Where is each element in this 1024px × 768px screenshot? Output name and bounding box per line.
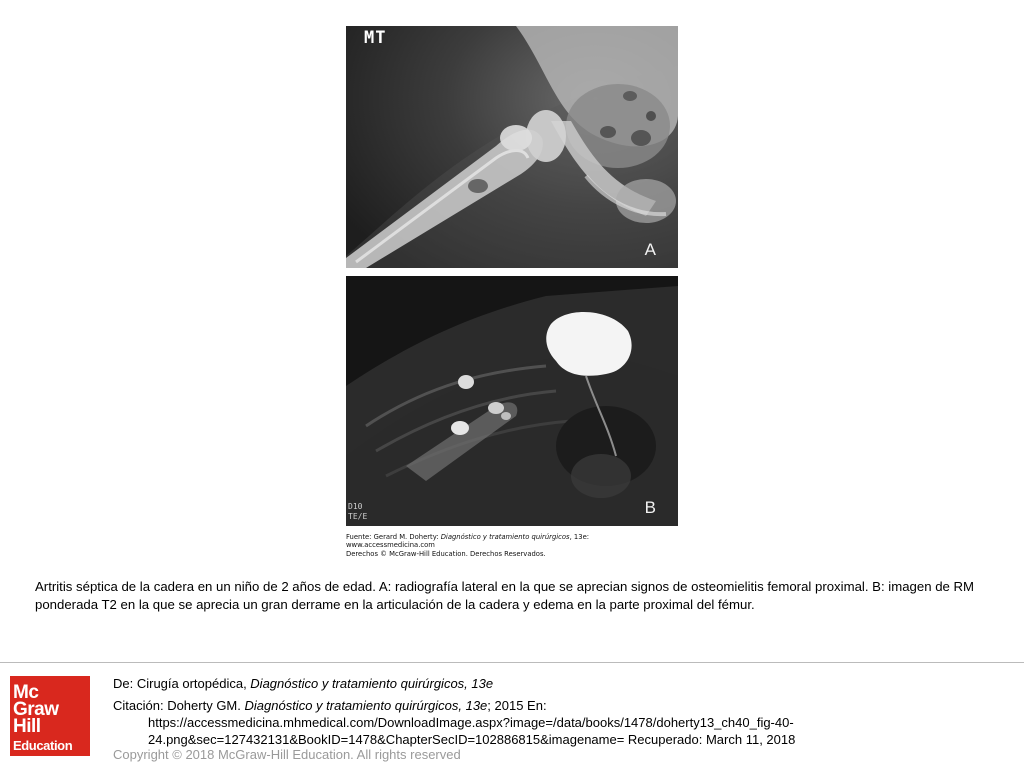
footer-divider bbox=[0, 662, 1024, 663]
citation-url[interactable]: https://accessmedicina.mhmedical.com/DownloadImage.aspx?image=/data/books/1478/doherty13_ch40_fig-40-24.png&sec=127432131&BookID=1478&ChapterSecID=102886815&imagename= Recuperado: March 11, 2018 bbox=[148, 715, 796, 747]
mri-image bbox=[346, 276, 678, 526]
mri-tag-line1: D10 bbox=[348, 502, 363, 511]
from-prefix: De: Cirugía ortopédica, bbox=[113, 676, 251, 691]
mri-tag bbox=[348, 502, 367, 522]
xray-image bbox=[346, 26, 678, 268]
mri-image-panel-b bbox=[346, 276, 678, 526]
panel-a-label: A bbox=[644, 240, 656, 259]
citation-prefix: Citación: Doherty GM. bbox=[113, 698, 245, 713]
source-title: Diagnóstico y tratamiento quirúrgicos bbox=[440, 533, 570, 541]
panel-b-label: B bbox=[644, 498, 656, 517]
figure-source bbox=[346, 533, 676, 558]
citation bbox=[113, 697, 873, 748]
citation-suffix: ; 2015 En: bbox=[487, 698, 547, 713]
source-line-1 bbox=[346, 533, 676, 541]
mri-tag-line2: TE/E bbox=[348, 512, 368, 521]
xray-image-panel-a bbox=[346, 26, 678, 268]
logo-line-4: Education bbox=[13, 738, 73, 753]
copyright: Copyright © 2018 McGraw-Hill Education. All rights reserved bbox=[113, 747, 461, 762]
citation-title: Diagnóstico y tratamiento quirúrgicos, 13e bbox=[244, 698, 488, 713]
source-edition: , 13e: bbox=[569, 533, 590, 541]
figure-caption: Artritis séptica de la cadera en un niño de 2 años de edad. A: radiografía lateral en la que se aprecian signos de osteomielitis femoral proximal. B: imagen de RM ponderada T2 en la que se aprecia un gran derrame en la articulación de la cadera y edema en la parte proximal del fémur. bbox=[35, 579, 975, 612]
from-line bbox=[113, 675, 493, 692]
logo-line-2: Graw bbox=[13, 699, 59, 720]
mcgraw-hill-logo bbox=[10, 676, 90, 756]
from-title: Diagnóstico y tratamiento quirúrgicos, 13e bbox=[250, 676, 494, 691]
source-author: Fuente: Gerard M. Doherty: bbox=[346, 533, 441, 541]
source-line-3: Derechos © McGraw-Hill Education. Derechos Reservados. bbox=[346, 549, 546, 558]
source-line-2: www.accessmedicina.com bbox=[346, 541, 435, 550]
xray-marker: MT bbox=[364, 28, 387, 48]
logo-line-1: Mc bbox=[13, 682, 39, 703]
figure bbox=[344, 26, 678, 566]
logo-line-3: Hill bbox=[13, 716, 41, 737]
